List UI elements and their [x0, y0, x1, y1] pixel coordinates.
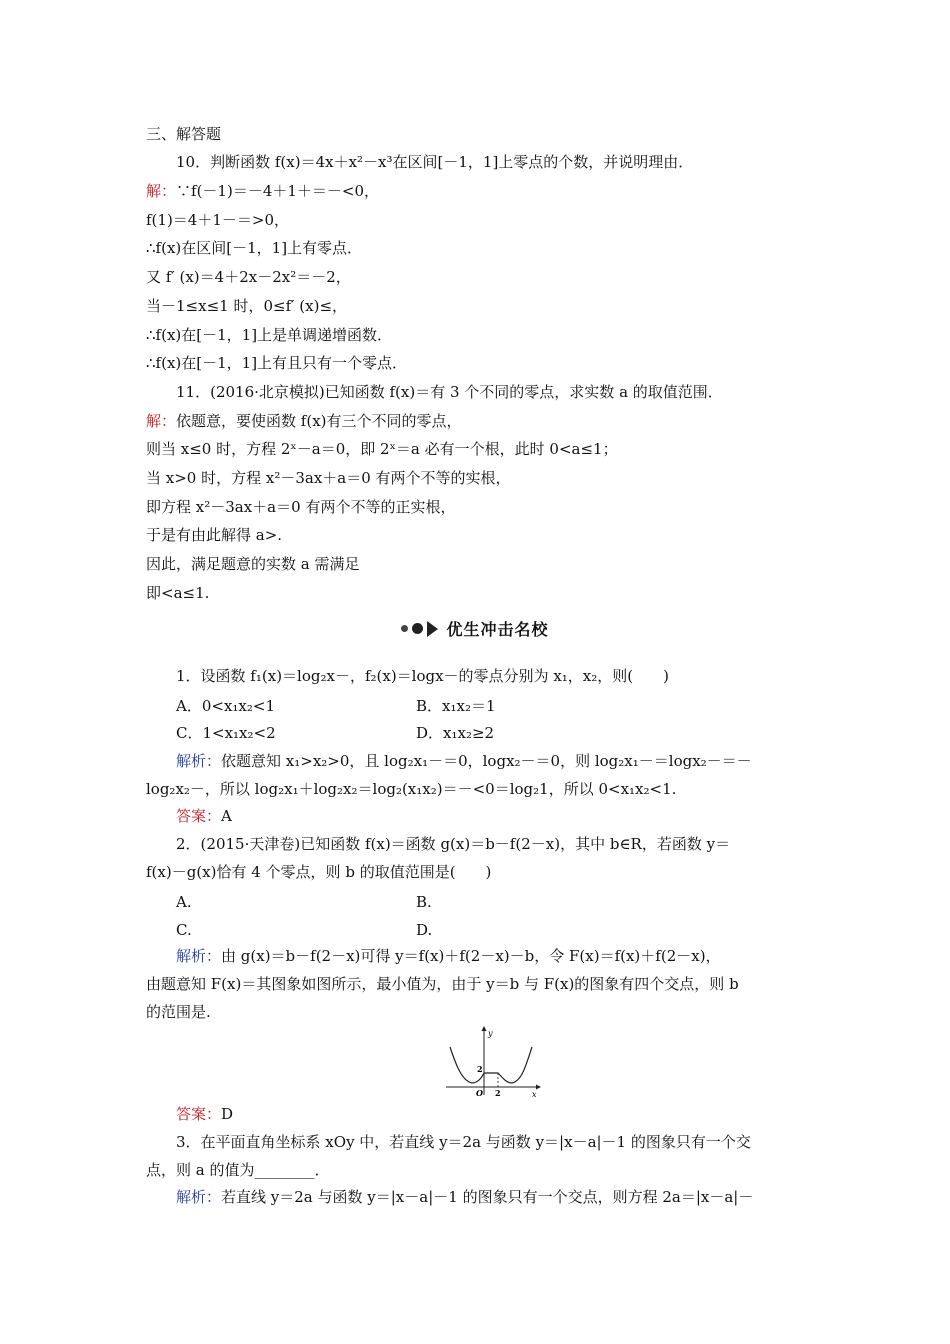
q10-solution-line-7: ∴f(x)在[－1，1]上有且只有一个零点． — [146, 354, 408, 372]
q11-solution-line-1: 解：依题意，要使函数 f(x)有三个不同的零点， — [146, 412, 462, 430]
q2-analysis-line-2: 由题意知 F(x)＝其图象如图所示，最小值为，由于 y＝b 与 F(x)的图象有四个交点，则 b — [146, 975, 739, 993]
x-axis-label: x — [532, 1090, 537, 1097]
q3-stem-line-2: 点，则 a 的值为________． — [146, 1161, 330, 1179]
q10-solution-line-2: f(1)＝4＋1－＝>0， — [146, 211, 289, 229]
x-tick-label: 2 — [495, 1088, 501, 1097]
q1-options-row-1 — [176, 696, 496, 718]
q11-solution-line-2: 则当 x≤0 时，方程 2ˣ－a＝0，即 2ˣ＝a 必有一个根，此时 0<a≤1； — [146, 440, 618, 458]
graph-curve — [450, 1047, 532, 1083]
q2-answer: 答案：D — [176, 1105, 234, 1123]
y-axis-label: y — [488, 1029, 493, 1038]
q10-stem: 10．判断函数 f(x)＝4x＋x²－x³在区间[－1，1]上零点的个数，并说明理由． — [176, 153, 694, 171]
banner-title: 优生冲击名校 — [446, 620, 549, 639]
q11-solution-line-4: 即方程 x²－3ax＋a＝0 有两个不等的正实根， — [146, 498, 456, 516]
banner-dot-icon — [401, 625, 408, 632]
analysis-label: 解析： — [176, 1188, 222, 1206]
q1-option-a: A．0<x₁x₂<1 — [176, 697, 276, 715]
q2-options-row-1 — [176, 892, 432, 914]
q10-solution-line-5: 当－1≤x≤1 时，0≤f′ (x)≤， — [146, 297, 348, 315]
q1-options-row-2 — [176, 723, 495, 745]
q2-option-c: C. — [176, 921, 192, 939]
q2-option-a: A. — [176, 893, 192, 911]
section-heading: 三、解答题 — [146, 125, 222, 143]
q2-option-b: B. — [416, 893, 432, 911]
q1-answer: 答案：A — [176, 807, 232, 825]
answer-label: 答案： — [176, 807, 222, 825]
q1-option-c: C．1<x₁x₂<2 — [176, 724, 276, 742]
q2-analysis-line-1: 解析：由 g(x)＝b－f(2－x)可得 y＝f(x)＋f(2－x)－b，令 F(x)＝f(x)＋f(2－x)， — [176, 947, 721, 965]
analysis-label: 解析： — [176, 752, 222, 770]
q2-stem-line-1: 2．(2015·天津卷)已知函数 f(x)＝函数 g(x)＝b－f(2－x)，其中 b∈R，若函数 y＝ — [176, 835, 731, 853]
q10-solution-line-1: 解：∵f(－1)＝－4＋1＋＝－<0， — [146, 182, 380, 200]
analysis-label: 解析： — [176, 947, 222, 965]
q11-stem: 11．(2016·北京模拟)已知函数 f(x)＝有 3 个不同的零点，求实数 a 的取值范围． — [176, 383, 723, 401]
q11-solution-line-5: 于是有由此解得 a>. — [146, 526, 283, 544]
q10-solution-line-6: ∴f(x)在[－1，1]上是单调递增函数． — [146, 326, 393, 344]
banner-dot-icon — [412, 623, 423, 634]
function-graph — [444, 1025, 544, 1097]
q2-option-d: D. — [416, 921, 433, 939]
y-tick-label: 2 — [477, 1064, 483, 1074]
q3-stem-line-1: 3．在平面直角坐标系 xOy 中，若直线 y＝2a 与函数 y＝|x－a|－1 的图象只有一个交 — [176, 1133, 751, 1151]
section-banner — [0, 617, 950, 641]
q2-options-row-2 — [176, 920, 433, 942]
q11-solution-line-7: 即<a≤1. — [146, 584, 210, 602]
q11-solution-line-3: 当 x>0 时，方程 x²－3ax＋a＝0 有两个不等的实根， — [146, 469, 511, 487]
y-axis-arrow-icon — [482, 1026, 487, 1031]
x-axis-arrow-icon — [536, 1085, 541, 1090]
q11-solution-line-6: 因此，满足题意的实数 a 需满足 — [146, 555, 360, 573]
q1-analysis-line-1: 解析：依题意知 x₁>x₂>0，且 log₂x₁－＝0，logx₂－＝0，则 log₂x₁－＝logx₂－＝－ — [176, 752, 752, 770]
answer-label: 答案： — [176, 1105, 222, 1123]
q10-solution-line-4: 又 f′ (x)＝4＋2x－2x²＝－2， — [146, 268, 351, 286]
q1-option-b: B．x₁x₂＝1 — [416, 697, 496, 715]
jie-label: 解： — [146, 412, 177, 430]
jie-label: 解： — [146, 182, 177, 200]
q3-analysis-line-1: 解析：若直线 y＝2a 与函数 y＝|x－a|－1 的图象只有一个交点，则方程 2a＝|x－a|－ — [176, 1188, 754, 1206]
q1-analysis-line-2: log₂x₂－，所以 log₂x₁＋log₂x₂＝log₂(x₁x₂)＝－<0＝log₂1，所以 0<x₁x₂<1. — [146, 780, 677, 798]
q1-option-d: D．x₁x₂≥2 — [416, 724, 495, 742]
q10-solution-line-3: ∴f(x)在区间[－1，1]上有零点． — [146, 239, 363, 257]
banner-arrow-icon — [427, 621, 438, 637]
origin-label: O — [476, 1088, 483, 1097]
q2-analysis-line-3: 的范围是. — [146, 1003, 211, 1021]
q1-stem: 1．设函数 f₁(x)＝log₂x－，f₂(x)＝logx－的零点分别为 x₁，x₂，则( ) — [176, 667, 669, 685]
q2-stem-line-2: f(x)－g(x)恰有 4 个零点，则 b 的取值范围是( ) — [146, 863, 492, 881]
